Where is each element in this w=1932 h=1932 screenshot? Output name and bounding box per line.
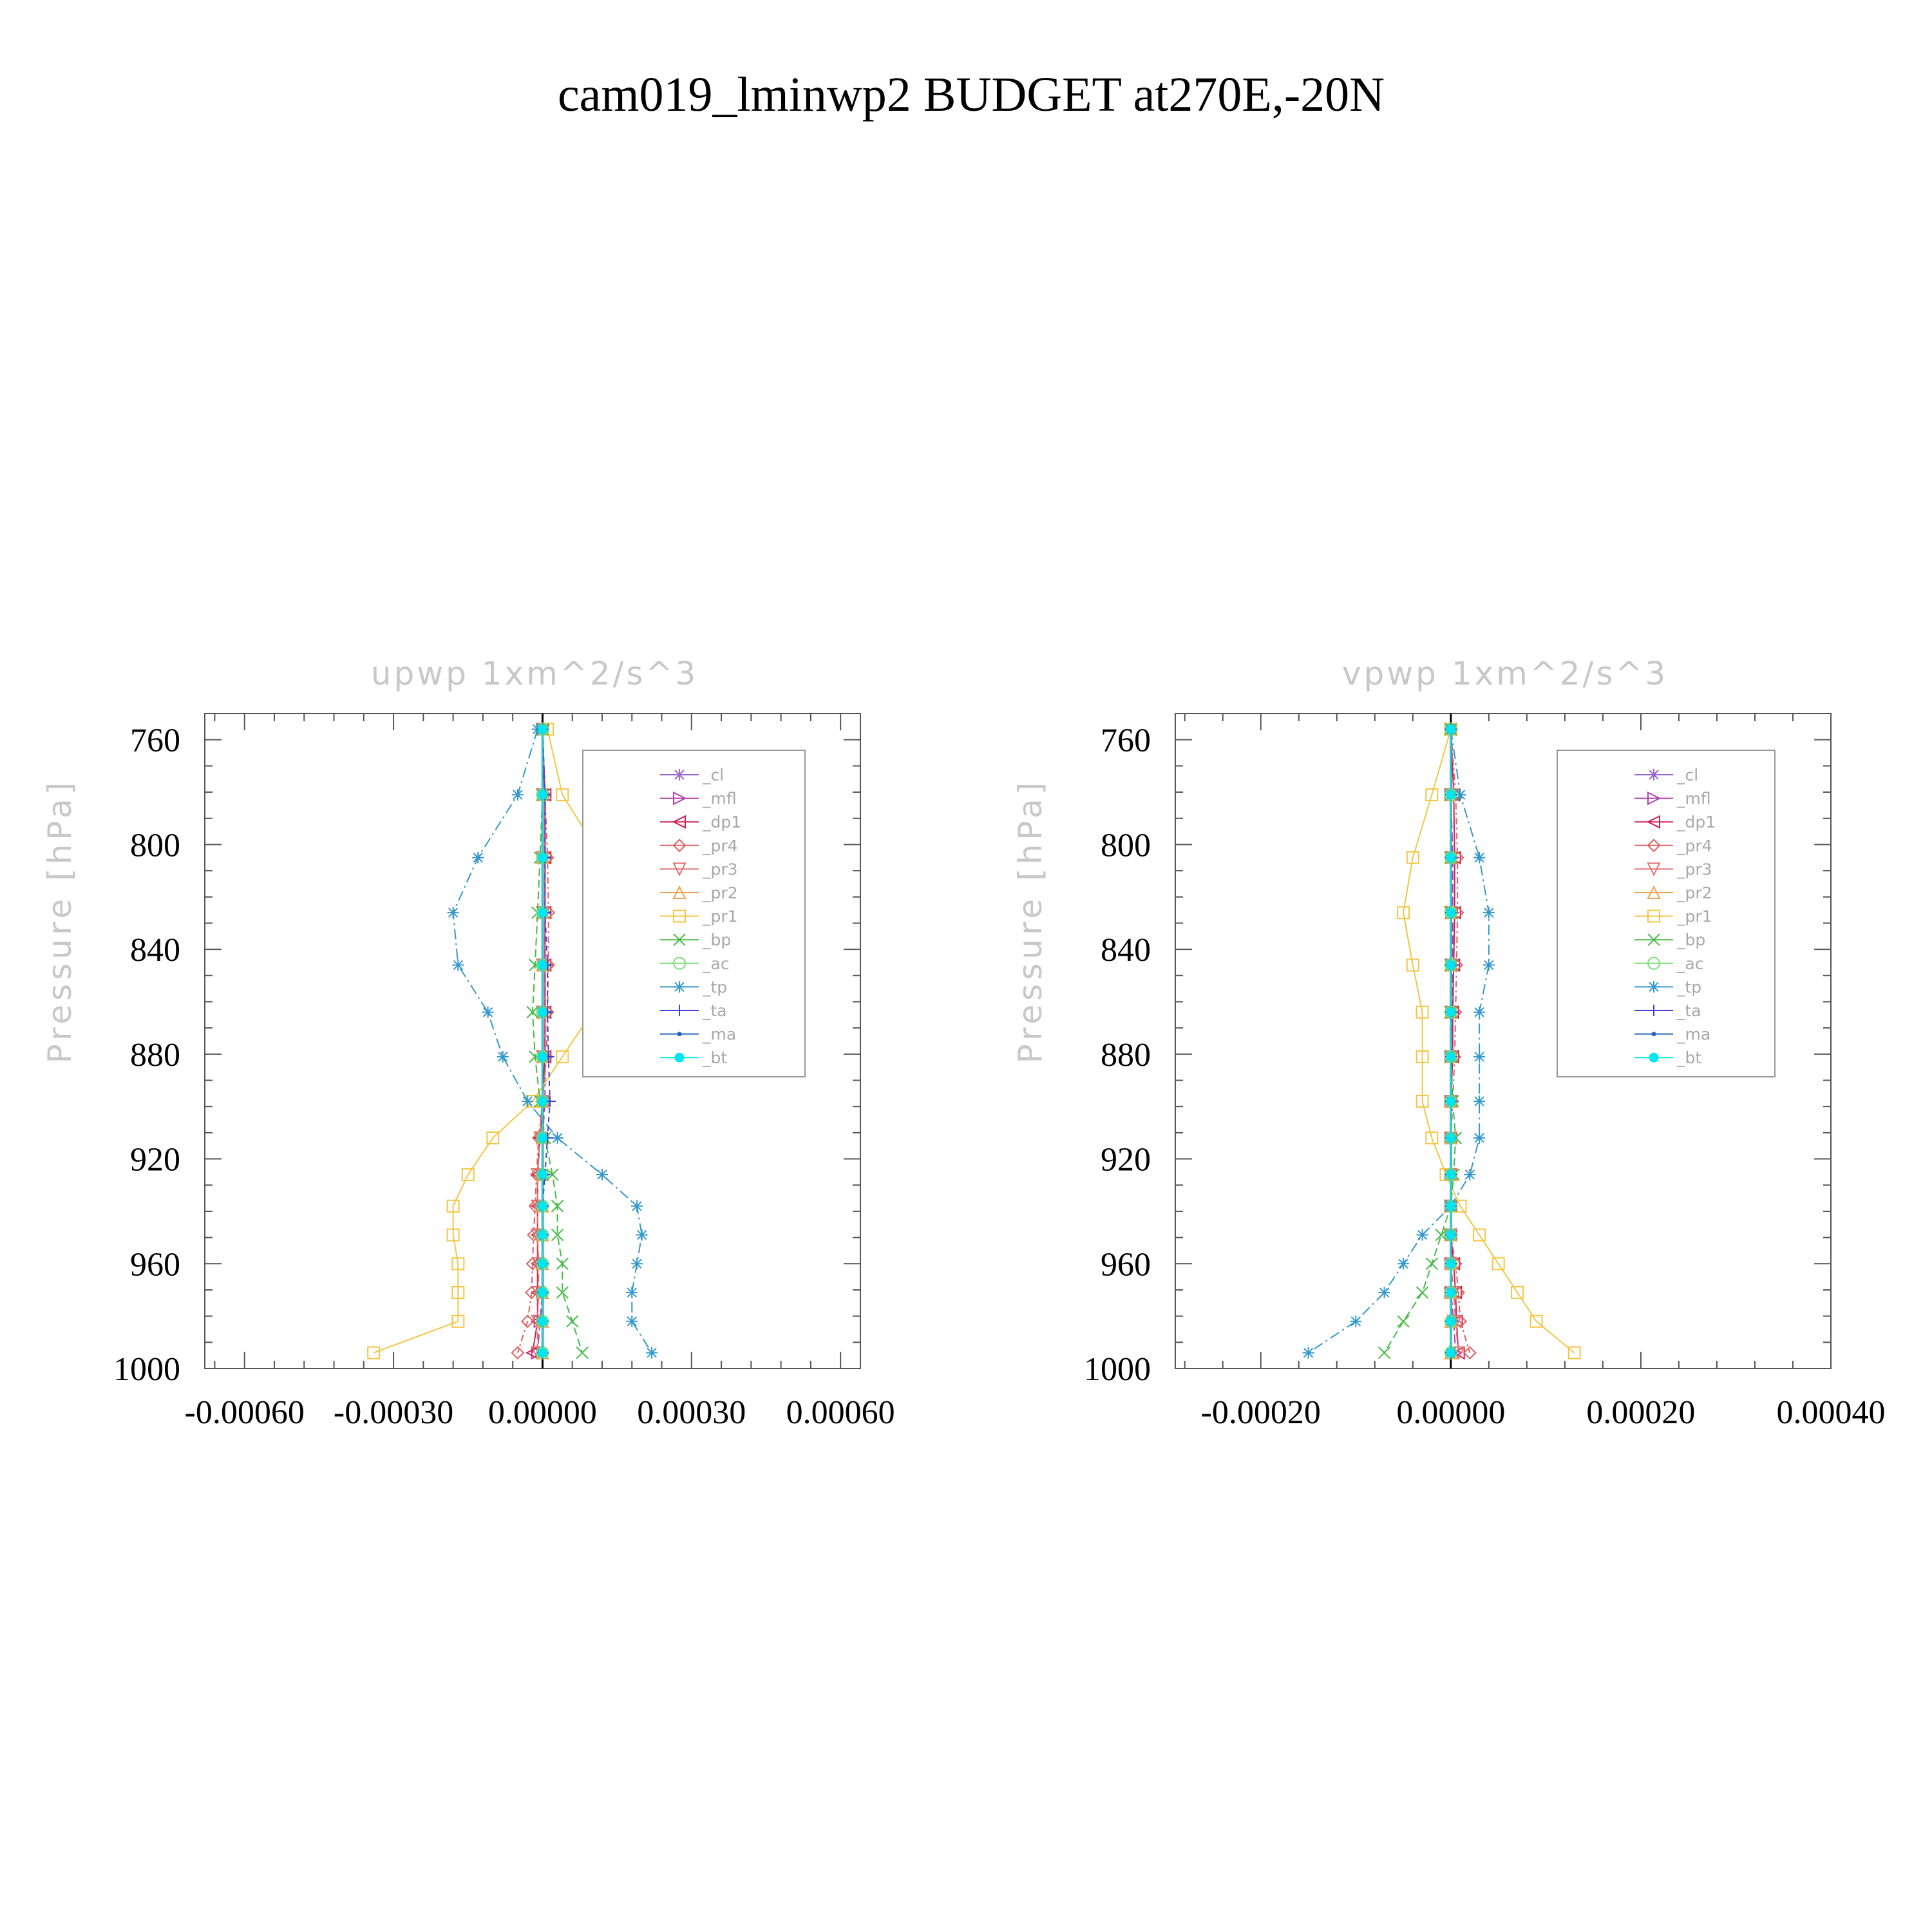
data-point [538,1202,547,1211]
data-point [538,1097,547,1106]
x-tick-label: 0.00000 [488,1394,597,1431]
data-point [538,1008,547,1017]
data-point [556,1258,568,1269]
legend-box [583,750,805,1077]
y-tick-label: 880 [1101,1036,1151,1074]
data-point [1473,1007,1485,1018]
legend [583,750,805,1077]
data-point [538,853,547,862]
data-point [1446,908,1455,917]
data-point [1446,1202,1455,1211]
upwp-panel [41,655,895,1431]
data-point [631,1200,643,1212]
series-pr1 [1397,723,1580,1358]
x-tick-label: -0.00060 [184,1394,305,1431]
y-tick-label: 960 [1101,1246,1151,1283]
data-point [1379,1287,1390,1298]
data-point [1446,790,1455,799]
legend [1557,750,1775,1077]
legend-label: _mfl [703,789,737,808]
data-point [1446,1349,1455,1358]
data-point [567,1316,578,1327]
series-tp [1303,723,1495,1358]
data-point [538,1170,547,1179]
data-point [1483,960,1495,971]
data-point [1473,1095,1485,1107]
legend-label: _pr4 [703,836,738,855]
data-point [1446,1231,1455,1240]
data-point [538,1133,547,1142]
data-point [1446,1133,1455,1142]
data-point [631,1258,643,1269]
y-tick-label: 920 [1101,1141,1151,1179]
legend-label: _tp [703,978,728,997]
y-tick-label: 1000 [1084,1351,1151,1388]
data-point [1379,1347,1390,1359]
x-tick-label: 0.00000 [1396,1394,1506,1431]
legend-label: _ma [1677,1025,1711,1044]
legend-label: _pr4 [1677,836,1712,855]
data-point [472,852,484,864]
legend-label: _dp1 [1677,813,1716,832]
data-point [1473,852,1485,864]
y-tick-label: 840 [1101,932,1151,969]
y-tick-label: 760 [1101,722,1151,759]
data-point [482,1007,494,1018]
vpwp-panel [1012,655,1886,1431]
data-point [538,1288,547,1297]
data-point [522,1095,533,1107]
legend-marker [677,1032,681,1036]
legend-label: _dp1 [703,813,742,832]
y-tick-label: 880 [130,1036,180,1074]
data-point [448,907,459,918]
legend-label: _cl [1677,766,1699,784]
data-point [538,790,547,799]
y-tick-label: 960 [130,1246,180,1283]
data-point [1397,1258,1409,1269]
data-point [538,1052,547,1061]
y-axis-label: Pressure [hPa] [1012,778,1049,1064]
legend-marker [675,1053,684,1062]
legend-label: _bp [703,931,732,950]
x-tick-label: -0.00020 [1200,1394,1321,1431]
legend-label: _bp [1677,931,1706,950]
x-tick-label: 0.00040 [1776,1394,1886,1431]
data-point [626,1316,638,1327]
legend-label: _ac [703,954,730,973]
legend-label: _pr1 [1677,907,1712,926]
data-point [1446,1008,1455,1017]
data-point [538,1259,547,1268]
data-point [538,1317,547,1326]
series-line [1309,729,1489,1352]
legend-marker [674,981,685,992]
data-point [1473,1051,1485,1063]
data-point [452,960,464,971]
data-point [1473,1132,1485,1144]
data-point [1446,1259,1455,1268]
legend-box [1557,750,1775,1077]
legend-label: _ta [1677,1001,1701,1020]
figure-title: cam019_lminwp2 BUDGET at270E,-20N [557,68,1385,122]
panel-title: vpwp 1xm^2/s^3 [1341,655,1669,692]
data-point [1397,1316,1409,1327]
legend-label: _bt [703,1048,728,1068]
data-point [538,724,547,734]
data-point [1464,1169,1475,1180]
x-tick-label: 0.00020 [1586,1394,1696,1431]
data-point [646,1347,658,1359]
legend-marker [1648,981,1660,992]
data-point [1446,724,1455,734]
data-point [512,789,524,800]
legend-marker [1652,1032,1656,1036]
x-tick-label: 0.00060 [786,1394,895,1431]
y-tick-label: 800 [1101,827,1151,864]
data-point [1446,1170,1455,1179]
data-point [1417,1229,1428,1241]
legend-label: _bt [1677,1048,1702,1068]
legend-label: _pr2 [703,884,738,902]
y-tick-label: 840 [130,932,180,969]
legend-marker [1649,1053,1658,1062]
x-tick-label: 0.00030 [637,1394,746,1431]
y-tick-label: 800 [130,827,180,864]
y-tick-label: 1000 [113,1351,180,1388]
data-point [1417,1287,1428,1298]
data-point [1426,1258,1437,1269]
panel-title: upwp 1xm^2/s^3 [370,655,699,692]
data-point [636,1229,648,1241]
legend-label: _cl [703,766,724,784]
data-point [1446,1052,1455,1061]
data-point [1350,1316,1361,1327]
data-point [1303,1347,1314,1359]
data-point [596,1169,608,1180]
series-line [1403,729,1575,1352]
data-point [538,1349,547,1358]
data-point [1446,1097,1455,1106]
legend-marker [674,769,685,781]
data-point [1446,853,1455,862]
data-point [538,908,547,917]
legend-label: _mfl [1677,789,1711,808]
data-point [1446,1317,1455,1326]
legend-marker [1648,769,1660,781]
data-point [538,961,547,970]
legend-label: _pr3 [703,860,738,879]
legend-label: _pr1 [703,907,738,926]
legend-label: _ma [703,1025,737,1044]
y-axis-label: Pressure [hPa] [41,778,79,1064]
y-tick-label: 760 [130,722,180,759]
x-tick-label: -0.00030 [333,1394,454,1431]
data-point [497,1051,509,1063]
data-point [1483,907,1495,918]
data-point [1446,1288,1455,1297]
data-point [538,1231,547,1240]
legend-label: _pr3 [1677,860,1712,879]
data-point [576,1347,588,1359]
legend-label: _ac [1677,954,1704,973]
data-point [626,1287,638,1298]
data-point [1446,961,1455,970]
legend-label: _ta [703,1001,727,1020]
data-point [552,1132,564,1144]
legend-label: _pr2 [1677,884,1712,902]
legend-label: _tp [1677,978,1702,997]
y-tick-label: 920 [130,1141,180,1179]
